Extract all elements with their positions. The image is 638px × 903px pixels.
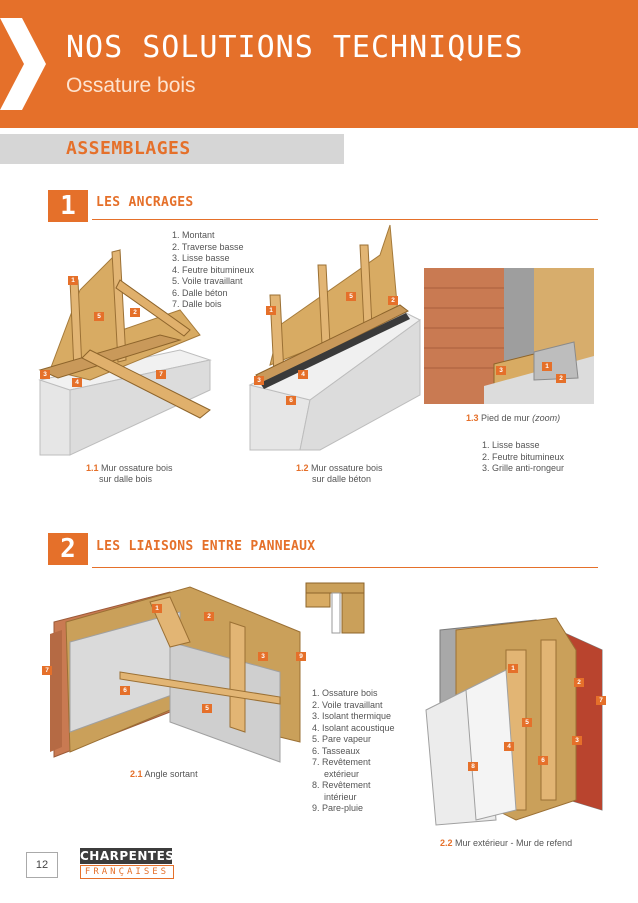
page-title: NOS SOLUTIONS TECHNIQUES <box>66 30 524 65</box>
section-band-title: ASSEMBLAGES <box>66 138 191 159</box>
page-subtitle: Ossature bois <box>66 74 196 97</box>
tag-1-2-a: 1 <box>266 306 276 315</box>
figure-1-2-caption <box>296 463 383 485</box>
tag-2-1-f: 6 <box>120 686 130 695</box>
figure-2-2-caption-text: Mur extérieur - Mur de refend <box>455 838 573 848</box>
figure-2-2-caption <box>440 838 572 849</box>
legend-item: 5. Pare vapeur <box>312 734 372 744</box>
tag-1-2-c: 2 <box>388 296 398 305</box>
figure-1-2-caption-line2: sur dalle béton <box>312 474 372 484</box>
section-2-legend <box>312 688 395 815</box>
legend-item: 1. Ossature bois <box>312 688 378 698</box>
legend-item: 9. Pare-pluie <box>312 803 364 813</box>
figure-2-1-caption <box>130 769 198 780</box>
figure-2-1-number: 2.1 <box>130 769 143 779</box>
tag-1-3-b: 1 <box>542 362 552 371</box>
figure-1-1-caption-line2: sur dalle bois <box>99 474 153 484</box>
figure-1-2-caption-line1: Mur ossature bois <box>311 463 383 473</box>
section-2-title: LES LIAISONS ENTRE PANNEAUX <box>96 539 316 554</box>
logo-bottom: FRANÇAISES <box>80 865 174 879</box>
legend-item: 4. Feutre bitumineux <box>172 264 255 275</box>
figure-1-3-number: 1.3 <box>466 413 479 423</box>
figure-2-2-number: 2.2 <box>440 838 453 848</box>
figure-2-1-caption-text: Angle sortant <box>144 769 198 779</box>
tag-1-1-a: 1 <box>68 276 78 285</box>
chevron-decoration-icon <box>0 0 60 128</box>
legend-item: 6. Dalle béton <box>172 287 228 298</box>
legend-item: 2. Feutre bitumineux <box>482 451 565 462</box>
section-2-rule <box>92 567 598 568</box>
tag-2-1-e: 7 <box>42 666 52 675</box>
tag-2-2-e: 5 <box>522 718 532 727</box>
legend-item: 2. Traverse basse <box>172 241 244 252</box>
tag-2-1-a: 1 <box>152 604 162 613</box>
legend-item: 7. Dalle bois <box>172 299 222 309</box>
page-number: 12 <box>26 852 58 878</box>
tag-1-1-c: 2 <box>130 308 140 317</box>
tag-1-2-e: 4 <box>298 370 308 379</box>
tag-2-2-b: 2 <box>574 678 584 687</box>
tag-2-1-c: 3 <box>258 652 268 661</box>
tag-2-1-d: 9 <box>296 652 306 661</box>
tag-1-1-b: 5 <box>94 312 104 321</box>
legend-item: 1. Lisse basse <box>482 440 540 450</box>
section-1-number: 1 <box>48 190 88 222</box>
figure-1-2-illustration <box>240 215 420 455</box>
legend-item: 7. Revêtement <box>312 757 371 767</box>
legend-item: 6. Tasseaux <box>312 745 360 756</box>
figure-1-1-caption <box>86 463 173 485</box>
figure-2-1-illustration <box>40 582 310 772</box>
figure-2-2-illustration <box>426 610 606 832</box>
tag-2-1-b: 2 <box>204 612 214 621</box>
corner-detail-illustration <box>306 583 364 633</box>
figure-1-2-number: 1.2 <box>296 463 309 473</box>
tag-1-1-f: 7 <box>156 370 166 379</box>
tag-1-2-d: 3 <box>254 376 264 385</box>
figure-1-1-caption-line1: Mur ossature bois <box>101 463 173 473</box>
legend-item: 3. Isolant thermique <box>312 711 392 721</box>
figure-1-1-number: 1.1 <box>86 463 99 473</box>
tag-2-2-a: 1 <box>508 664 518 673</box>
tag-2-2-h: 8 <box>468 762 478 771</box>
tag-1-1-e: 4 <box>72 378 82 387</box>
figure-1-3-caption <box>466 413 560 424</box>
section-2-number: 2 <box>48 533 88 565</box>
figure-1-3-illustration <box>424 268 594 404</box>
legend-item: 3. Grille anti-rongeur <box>482 463 565 473</box>
legend-item-continued: extérieur <box>324 768 360 779</box>
figure-1-3-caption-em: (zoom) <box>532 413 561 423</box>
tag-1-1-d: 3 <box>40 370 50 379</box>
legend-item: 4. Isolant acoustique <box>312 722 395 733</box>
figure-1-3-caption-text: Pied de mur <box>481 413 530 423</box>
tag-1-2-b: 5 <box>346 292 356 301</box>
tag-2-2-g: 6 <box>538 756 548 765</box>
tag-1-2-f: 6 <box>286 396 296 405</box>
legend-item-continued: intérieur <box>324 791 357 802</box>
legend-item: 1. Montant <box>172 230 215 240</box>
legend-item: 8. Revêtement <box>312 780 371 790</box>
tag-2-2-d: 3 <box>572 736 582 745</box>
section-1-title: LES ANCRAGES <box>96 195 194 210</box>
tag-2-2-f: 4 <box>504 742 514 751</box>
tag-1-3-a: 3 <box>496 366 506 375</box>
tag-2-1-g: 5 <box>202 704 212 713</box>
legend-item: 5. Voile travaillant <box>172 276 243 286</box>
tag-1-3-c: 2 <box>556 374 566 383</box>
logo-top: CHARPENTES <box>80 849 175 863</box>
tag-2-2-c: 7 <box>596 696 606 705</box>
legend-item: 3. Lisse basse <box>172 253 230 263</box>
legend-item: 2. Voile travaillant <box>312 699 383 710</box>
figure-1-3-legend <box>482 440 564 475</box>
